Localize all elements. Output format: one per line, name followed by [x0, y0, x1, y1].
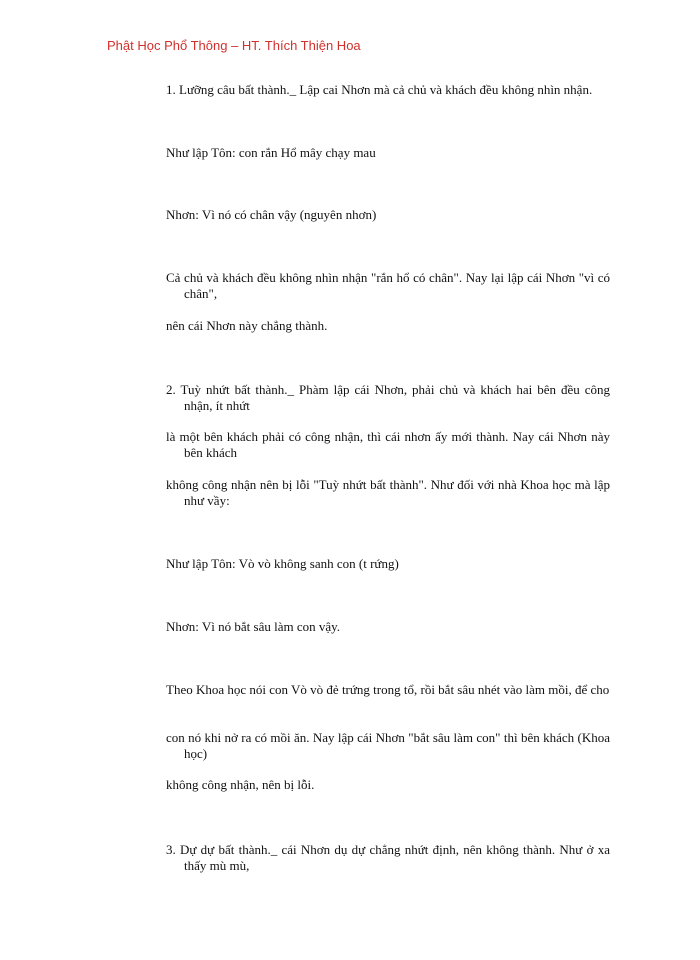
paragraph: Như lập Tôn: Vò vò không sanh con (t rứng) — [166, 556, 399, 571]
paragraph: Theo Khoa học nói con Vò vò đẻ trứng trong tổ, rồi bắt sâu nhét vào làm mồi, để cho — [166, 682, 610, 697]
paragraph: không công nhận, nên bị lỗi. — [166, 777, 315, 792]
paragraph: là một bên khách phải có công nhận, thì cái nhơn ấy mới thành. Nay cái Nhơn này bên khách — [166, 429, 610, 460]
paragraph: nên cái Nhơn này chẳng thành. — [166, 318, 328, 333]
paragraph: Nhơn: Vì nó bắt sâu làm con vậy. — [166, 619, 341, 634]
paragraph: Như lập Tôn: con rắn Hổ mây chạy mau — [166, 145, 376, 160]
paragraph: 3. Dự dự bất thành._ cái Nhơn dụ dự chẳng nhứt định, nên không thành. Như ở xa thấy mù mù, — [166, 842, 610, 873]
page-header: Phật Học Phổ Thông – HT. Thích Thiện Hoa — [107, 38, 361, 53]
paragraph: con nó khi nở ra có mồi ăn. Nay lập cái Nhơn "bắt sâu làm con" thì bên khách (Khoa học) — [166, 730, 610, 761]
paragraph: 2. Tuỳ nhứt bất thành._ Phàm lập cái Nhơn, phải chủ và khách hai bên đều công nhận, ít nhứt — [166, 382, 610, 413]
paragraph: Nhơn: Vì nó có chân vậy (nguyên nhơn) — [166, 207, 377, 222]
paragraph: không công nhận nên bị lỗi "Tuỳ nhứt bất thành". Như đối với nhà Khoa học mà lập như vầy: — [166, 477, 610, 508]
paragraph: Cả chủ và khách đều không nhìn nhận "rắn hổ có chân". Nay lại lập cái Nhơn "vì có chân", — [166, 270, 610, 301]
paragraph: 1. Lưỡng câu bất thành._ Lập cai Nhơn mà cả chủ và khách đều không nhìn nhận. — [166, 82, 593, 97]
